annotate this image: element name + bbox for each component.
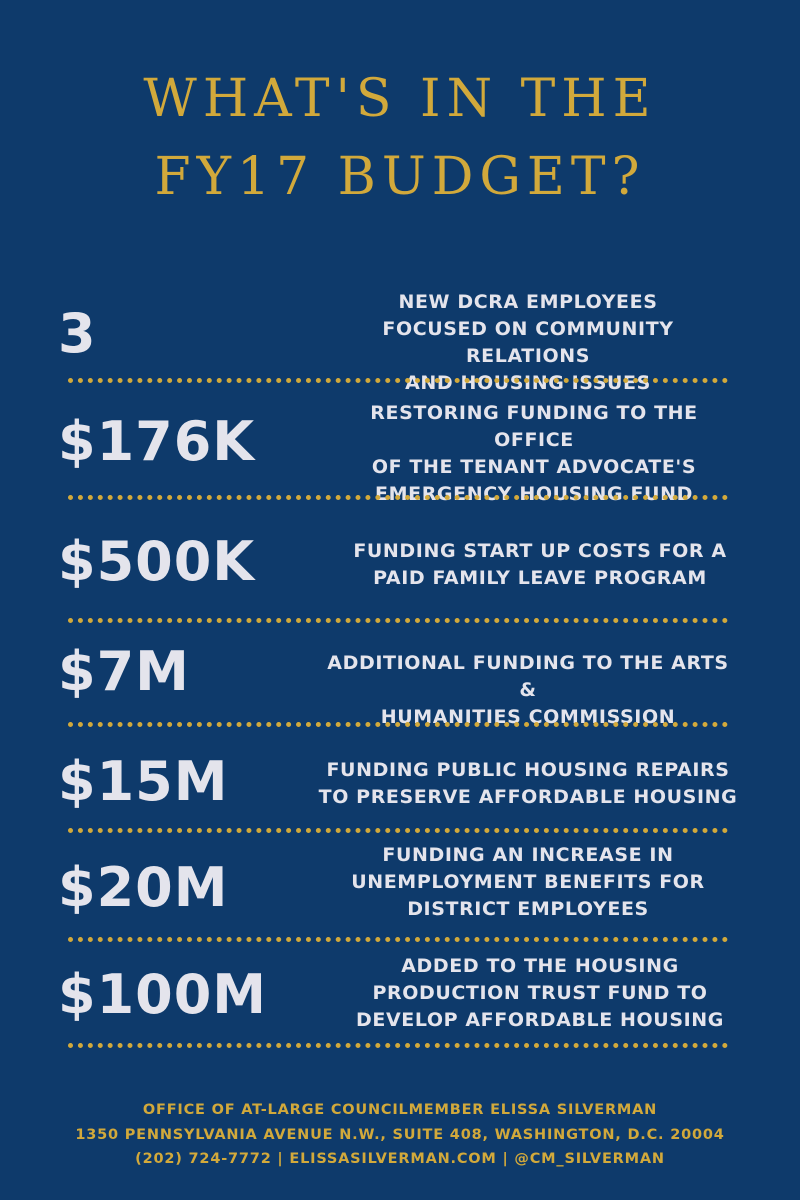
footer-office: OFFICE OF AT-LARGE COUNCILMEMBER ELISSA SILVERMAN (142, 1102, 658, 1118)
footer-contact (0, 1098, 800, 1172)
amount-500k: $500K (58, 530, 256, 593)
dotted-divider (68, 618, 728, 623)
description-arts-humanities: ADDITIONAL FUNDING TO THE ARTS & HUMANITIES COMMISSION (327, 652, 729, 728)
description-housing-trust-fund: ADDED TO THE HOUSING PRODUCTION TRUST FUND TO DEVELOP AFFORDABLE HOUSING (356, 955, 724, 1031)
title-line-1: WHAT'S IN THE (143, 69, 657, 129)
description-public-housing-repairs: FUNDING PUBLIC HOUSING REPAIRS TO PRESERVE AFFORDABLE HOUSING (318, 759, 738, 808)
amount-7m: $7M (58, 640, 190, 703)
amount-176k: $176K (58, 410, 256, 473)
amount-3-employees: 3 (58, 302, 97, 365)
page-title (0, 60, 800, 216)
dotted-divider (68, 495, 728, 500)
footer-contact-links: (202) 724-7772 | ELISSASILVERMAN.COM | @CM_SILVERMAN (135, 1151, 665, 1167)
description-dcra-employees: NEW DCRA EMPLOYEES FOCUSED ON COMMUNITY RELATIONS AND HOUSING ISSUES (382, 291, 674, 394)
description-unemployment-benefits: FUNDING AN INCREASE IN UNEMPLOYMENT BENEFITS FOR DISTRICT EMPLOYEES (351, 844, 705, 920)
description-paid-family-leave: FUNDING START UP COSTS FOR A PAID FAMILY LEAVE PROGRAM (353, 540, 727, 589)
amount-15m: $15M (58, 750, 229, 813)
title-line-2: FY17 BUDGET? (154, 147, 646, 207)
amount-100m: $100M (58, 963, 268, 1026)
footer-address: 1350 PENNSYLVANIA AVENUE N.W., SUITE 408, WASHINGTON, D.C. 20004 (75, 1126, 725, 1143)
dotted-divider (68, 1043, 728, 1048)
dotted-divider (68, 937, 728, 942)
amount-20m: $20M (58, 856, 229, 919)
dotted-divider (68, 828, 728, 833)
dotted-divider (68, 722, 728, 727)
dotted-divider (68, 378, 728, 383)
description-tenant-advocate: RESTORING FUNDING TO THE OFFICE OF THE TENANT ADVOCATE'S EMERGENCY HOUSING FUND (370, 402, 698, 505)
